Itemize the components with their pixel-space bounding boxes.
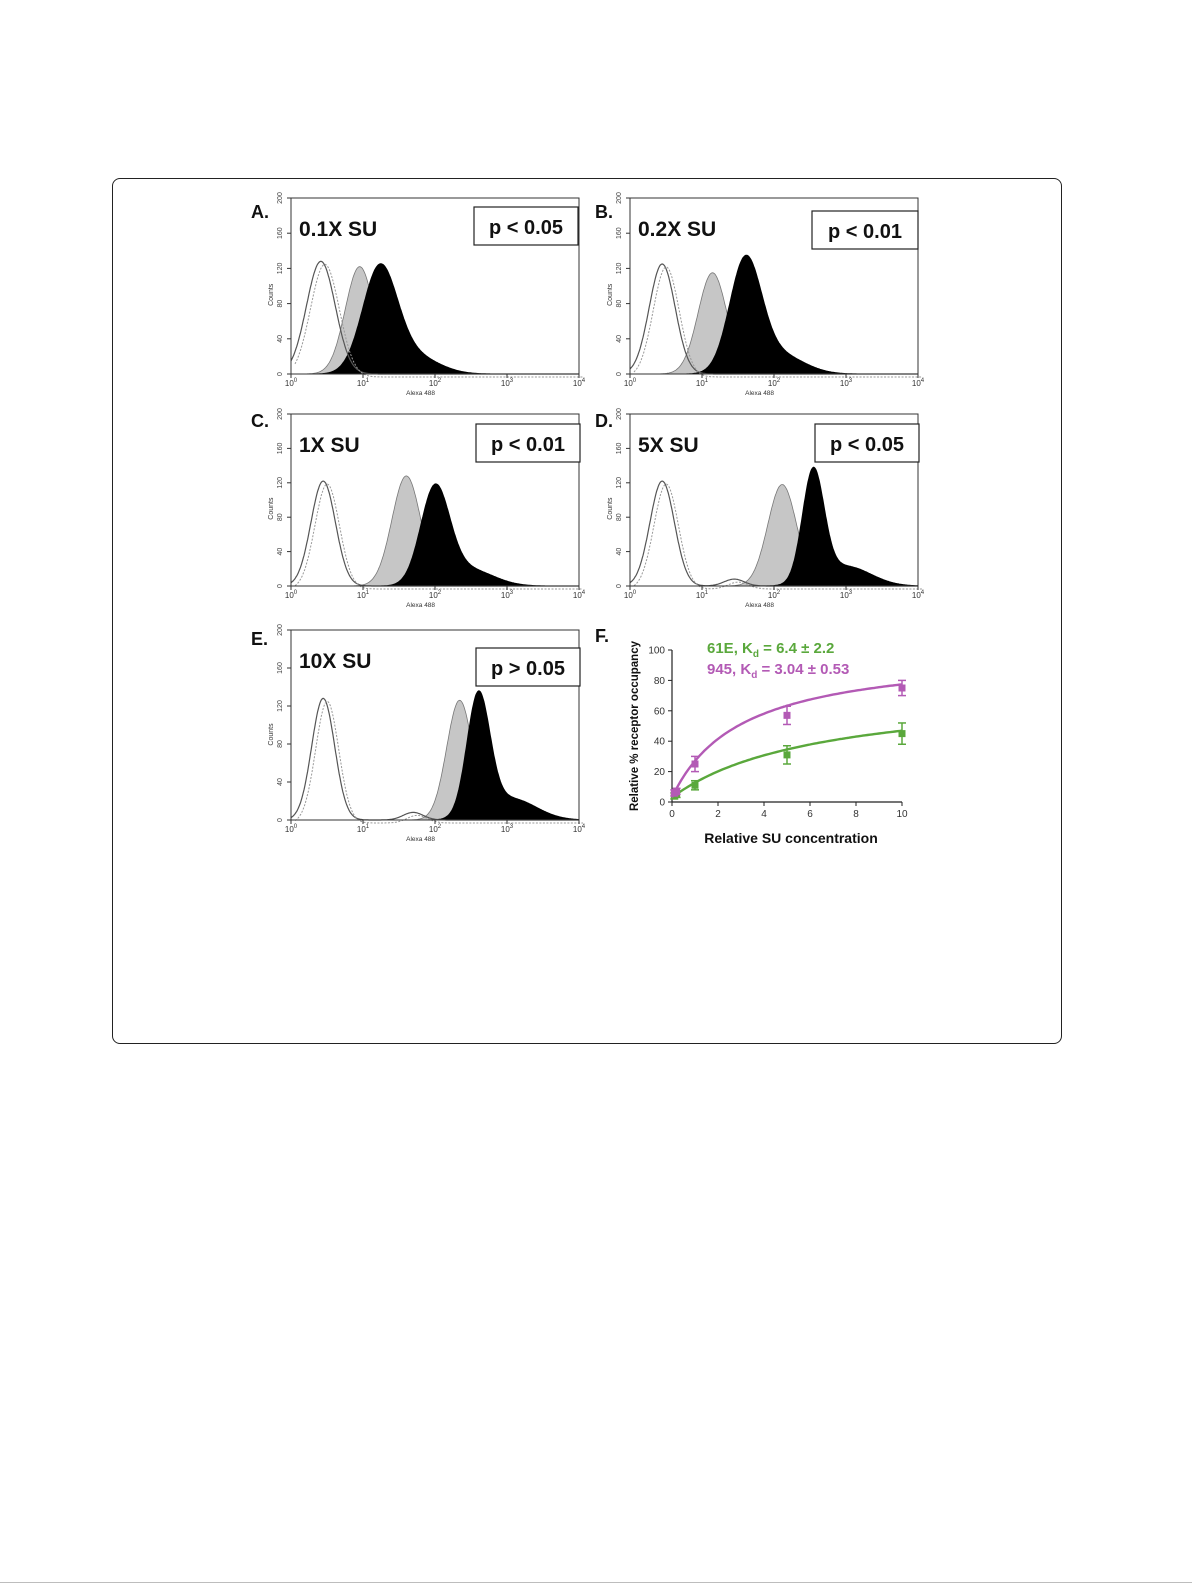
y-tick-label: 20 (653, 767, 665, 779)
histogram-panel-b (595, 192, 925, 397)
legend-945-suffix: = 3.04 ± 0.53 (757, 661, 850, 678)
x-tick-exponent: 1 (365, 824, 370, 830)
y-tick-label: 40 (616, 547, 623, 556)
y-tick-label: 40 (277, 334, 284, 343)
x-tick-exponent: 4 (920, 378, 925, 384)
panel-title: 5X SU (638, 434, 699, 457)
y-tick-label: 160 (616, 227, 623, 240)
panel-label: E. (251, 629, 269, 649)
x-tick-exponent: 4 (581, 378, 586, 384)
y-tick-label: 60 (653, 706, 665, 718)
x-tick-label: $10^2$ (428, 378, 442, 388)
y-axis-label: Counts (268, 723, 275, 746)
legend-945-prefix: 945, K (707, 661, 752, 678)
y-tick-label: 40 (277, 778, 284, 786)
x-tick-exponent: 1 (704, 378, 709, 384)
y-tick-label: 80 (616, 513, 623, 522)
x-tick-exponent: 3 (509, 378, 514, 384)
series-bound-area (630, 255, 918, 374)
series-945-point (692, 761, 699, 768)
x-axis-label: Alexa 488 (406, 602, 436, 609)
y-tick-label: 160 (616, 442, 623, 455)
y-axis-label: Counts (268, 497, 275, 520)
y-axis-label: Counts (607, 497, 614, 520)
y-tick-label: 200 (277, 408, 284, 420)
y-tick-label: 40 (653, 736, 665, 748)
series-61E-point (692, 782, 699, 789)
y-tick-label: 0 (277, 818, 284, 822)
x-tick-label: $10^2$ (767, 378, 781, 388)
y-tick-label: 200 (277, 192, 284, 204)
y-tick-label: 80 (277, 299, 284, 308)
x-tick-label: $10^2$ (767, 590, 781, 600)
x-tick-exponent: 2 (776, 590, 781, 596)
y-tick-label: 80 (277, 513, 284, 522)
series-bound-area (291, 484, 579, 586)
panel-label: B. (595, 202, 613, 222)
x-tick-label: $10^1$ (695, 590, 709, 600)
series-61E-point (784, 751, 791, 758)
x-tick-exponent: 0 (293, 590, 298, 596)
y-tick-label: 120 (277, 262, 284, 275)
x-tick-label: 2 (715, 809, 721, 820)
series-945-point (673, 788, 680, 795)
x-tick-label: 10 (896, 809, 908, 820)
y-tick-label: 200 (616, 408, 623, 420)
x-tick-label: $10^3$ (839, 378, 853, 388)
x-tick-label: $10^0$ (623, 590, 637, 600)
x-axis-label: Alexa 488 (406, 390, 436, 397)
x-axis-label: Alexa 488 (406, 836, 436, 843)
series-945-point (899, 685, 906, 692)
histogram-panel-d (595, 408, 925, 609)
x-tick-exponent: 2 (437, 378, 442, 384)
x-tick-label: 4 (761, 809, 767, 820)
y-axis-label: Counts (607, 283, 614, 306)
x-tick-label: $10^1$ (356, 378, 370, 388)
y-tick-label: 120 (616, 262, 623, 275)
x-tick-exponent: 4 (920, 590, 925, 596)
histogram-panel-a (251, 192, 586, 397)
x-tick-label: $10^3$ (839, 590, 853, 600)
x-tick-label: $10^3$ (500, 824, 514, 834)
legend-945-subscript: d (751, 670, 758, 681)
panel-label: C. (251, 411, 269, 431)
x-tick-exponent: 4 (581, 824, 586, 830)
legend-61E-suffix: = 6.4 ± 2.2 (758, 640, 835, 657)
x-tick-exponent: 0 (293, 824, 298, 830)
x-tick-label: 8 (853, 809, 859, 820)
x-tick-label: $10^4$ (911, 590, 925, 600)
x-tick-label: $10^0$ (284, 824, 298, 834)
x-tick-exponent: 3 (848, 378, 853, 384)
pvalue-text: p < 0.05 (489, 217, 563, 239)
x-tick-exponent: 0 (632, 378, 637, 384)
y-tick-label: 80 (616, 299, 623, 308)
x-tick-label: $10^1$ (695, 378, 709, 388)
y-tick-label: 40 (616, 334, 623, 343)
x-tick-exponent: 2 (776, 378, 781, 384)
pvalue-text: p > 0.05 (491, 658, 565, 680)
pvalue-text: p < 0.05 (830, 434, 904, 456)
y-tick-label: 160 (277, 662, 284, 674)
x-tick-label: $10^2$ (428, 824, 442, 834)
x-tick-exponent: 2 (437, 824, 442, 830)
y-tick-label: 120 (277, 700, 284, 712)
x-tick-label: $10^3$ (500, 590, 514, 600)
x-tick-label: 6 (807, 809, 813, 820)
x-tick-label: $10^4$ (572, 590, 586, 600)
panel-label: A. (251, 202, 269, 222)
histogram-panel-c (251, 408, 586, 609)
y-tick-label: 0 (277, 584, 284, 588)
y-tick-label: 0 (277, 372, 284, 376)
x-tick-label: $10^1$ (356, 824, 370, 834)
x-tick-label: $10^4$ (572, 824, 586, 834)
x-tick-exponent: 0 (293, 378, 298, 384)
y-tick-label: 0 (659, 797, 665, 809)
panel-label: F. (595, 626, 610, 646)
binding-panel-f (595, 626, 908, 846)
x-tick-label: $10^0$ (623, 378, 637, 388)
x-tick-label: $10^4$ (572, 378, 586, 388)
y-axis-label: Counts (268, 283, 275, 306)
x-tick-label: 0 (669, 809, 675, 820)
y-tick-label: 80 (277, 740, 284, 748)
x-tick-exponent: 3 (509, 590, 514, 596)
legend-61E (707, 640, 834, 660)
x-tick-exponent: 2 (437, 590, 442, 596)
x-tick-exponent: 4 (581, 590, 586, 596)
x-tick-exponent: 3 (509, 824, 514, 830)
y-tick-label: 0 (616, 372, 623, 376)
footer-rule (0, 1582, 1192, 1583)
x-tick-label: $10^0$ (284, 378, 298, 388)
legend-61E-prefix: 61E, K (707, 640, 753, 657)
x-tick-label: $10^3$ (500, 378, 514, 388)
x-axis-label: Alexa 488 (745, 602, 775, 609)
legend-945 (707, 661, 849, 681)
y-tick-label: 0 (616, 584, 623, 588)
x-tick-label: $10^2$ (428, 590, 442, 600)
pvalue-text: p < 0.01 (828, 221, 902, 243)
y-tick-label: 120 (277, 476, 284, 489)
x-tick-exponent: 1 (704, 590, 709, 596)
x-tick-label: $10^0$ (284, 590, 298, 600)
x-tick-exponent: 1 (365, 590, 370, 596)
panel-title: 0.1X SU (299, 218, 378, 241)
histogram-panel-e (251, 624, 586, 843)
y-tick-label: 160 (277, 227, 284, 240)
panel-label: D. (595, 411, 613, 431)
y-tick-label: 200 (616, 192, 623, 204)
x-tick-label: $10^1$ (356, 590, 370, 600)
y-tick-label: 100 (648, 645, 665, 657)
series-945-fit-line (672, 684, 902, 797)
y-tick-label: 80 (653, 675, 665, 687)
x-tick-label: $10^4$ (911, 378, 925, 388)
pvalue-text: p < 0.01 (491, 434, 565, 456)
series-945-point (784, 712, 791, 719)
legend-61E-subscript: d (752, 649, 759, 660)
y-tick-label: 40 (277, 547, 284, 556)
x-tick-exponent: 3 (848, 590, 853, 596)
x-axis-label: Alexa 488 (745, 390, 775, 397)
series-competed-area (291, 700, 579, 820)
panel-title: 10X SU (299, 650, 372, 673)
panel-title: 1X SU (299, 434, 360, 457)
y-tick-label: 200 (277, 624, 284, 636)
series-competed-area (291, 267, 579, 374)
y-axis-label: Relative % receptor occupancy (629, 640, 641, 812)
panel-title: 0.2X SU (638, 218, 717, 241)
y-tick-label: 160 (277, 442, 284, 455)
y-tick-label: 120 (616, 476, 623, 489)
x-tick-exponent: 0 (632, 590, 637, 596)
x-axis-label: Relative SU concentration (704, 830, 878, 846)
x-tick-exponent: 1 (365, 378, 370, 384)
series-61E-point (899, 730, 906, 737)
